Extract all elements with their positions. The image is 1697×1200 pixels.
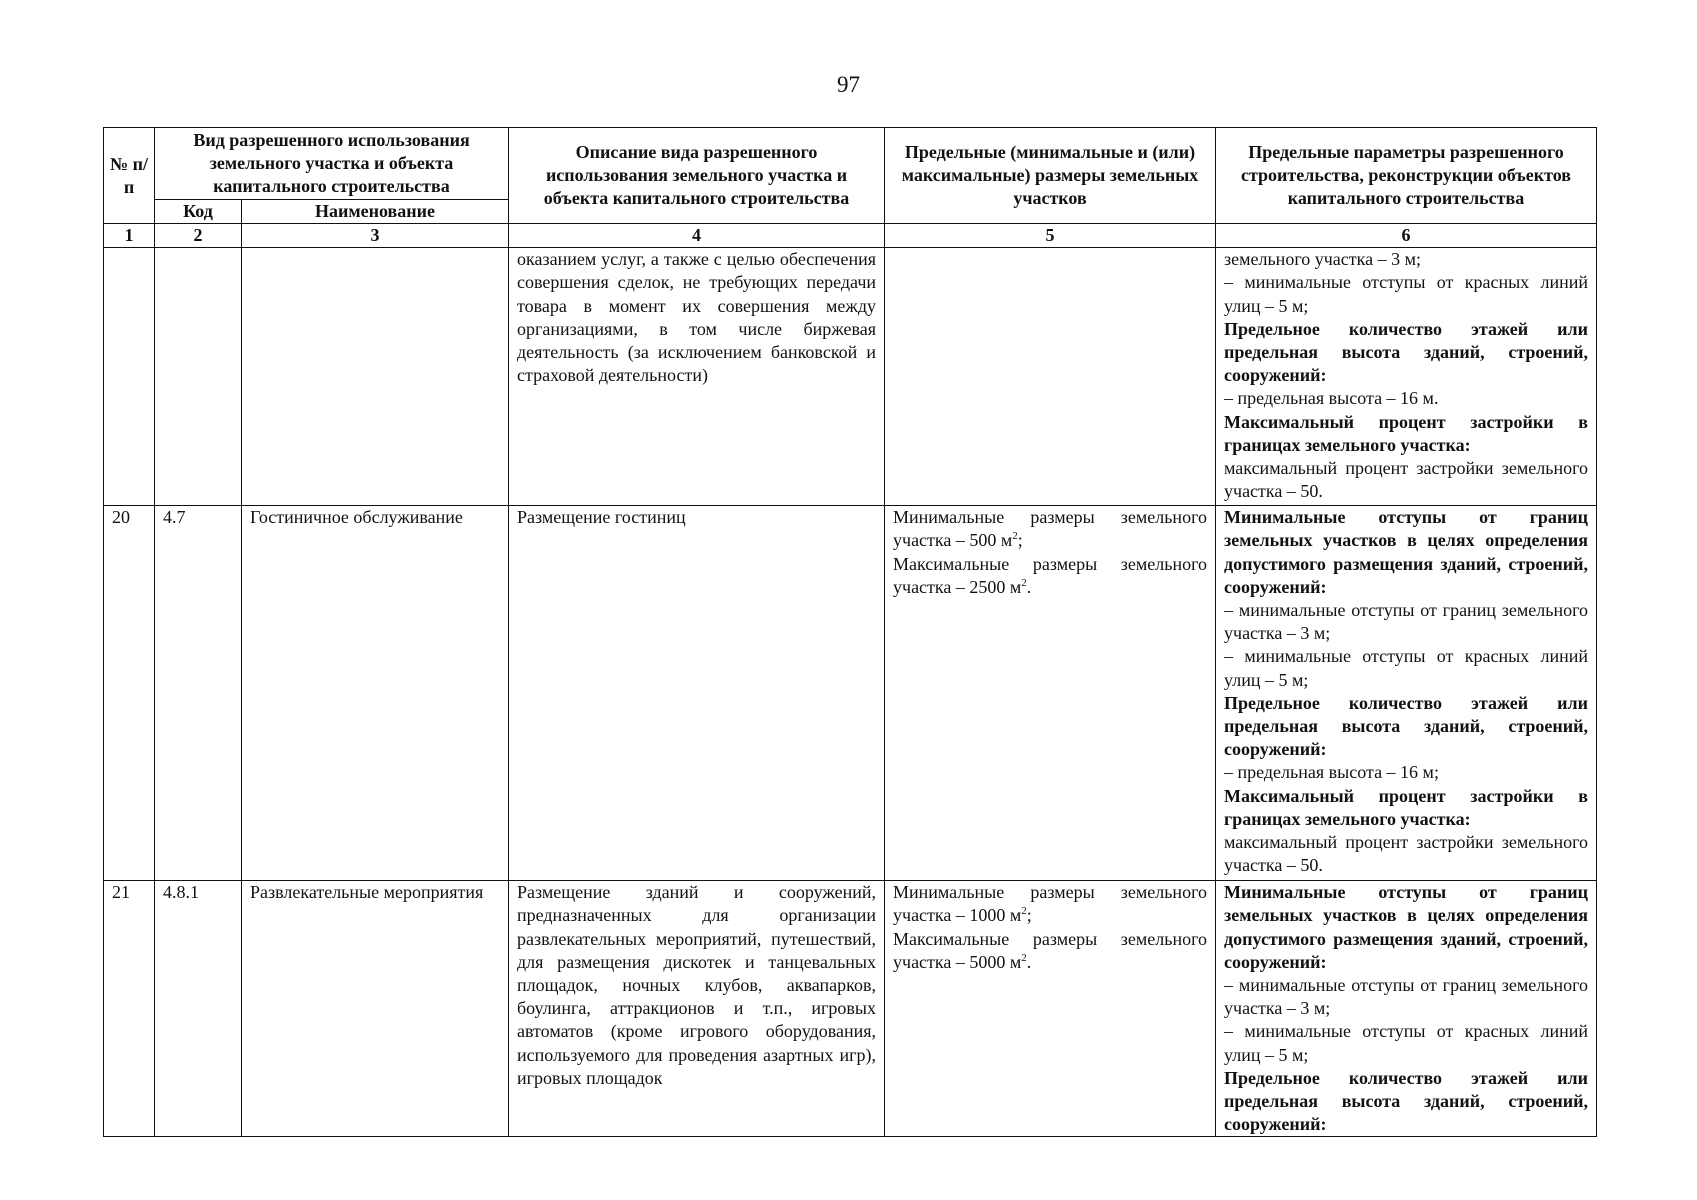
param-item: – минимальные отступы от границ земельного участка – 3 м; (1224, 975, 1589, 1019)
table-body (104, 248, 1597, 1137)
row-plot-size (885, 881, 1216, 1137)
param-heading: Минимальные отступы от границ земельных участков в целях определения допустимого размещения зданий, строений, сооружений: (1224, 507, 1589, 597)
param-item: – минимальные отступы от границ земельного участка – 3 м; (1224, 600, 1589, 644)
row-build-params (1216, 248, 1597, 506)
header-no: № п/п (104, 128, 155, 224)
row-description: оказанием услуг, а также с целью обеспечения совершения сделок, не требующих передачи товара в момент их совершения между организациями, в том числе биржевая деятельность (за исключением банковской и страховой деятельности) (509, 248, 885, 506)
plot-size-line (893, 553, 1207, 599)
param-item: максимальный процент застройки земельного участка – 50. (1224, 458, 1589, 502)
row-plot-size (885, 506, 1216, 881)
plot-size-unit-exponent: 2 (1021, 951, 1027, 964)
row-code: 4.7 (155, 506, 242, 881)
param-heading: Предельное количество этажей или предельная высота зданий, строений, сооружений: (1224, 318, 1589, 386)
header-use-type: Вид разрешенного использования земельного участка и объекта капитального строительства (155, 128, 509, 200)
column-number: 6 (1216, 224, 1597, 248)
row-code (155, 248, 242, 506)
row-name: Развлекательные мероприятия (242, 881, 509, 1137)
row-code: 4.8.1 (155, 881, 242, 1137)
row-build-params (1216, 881, 1597, 1137)
plot-size-line (893, 928, 1207, 974)
row-description: Размещение гостиниц (509, 506, 885, 881)
column-number: 2 (155, 224, 242, 248)
header-name: Наименование (242, 200, 509, 224)
param-heading: Минимальные отступы от границ земельных участков в целях определения допустимого размещения зданий, строений, сооружений: (1224, 882, 1589, 972)
plot-size-line (893, 506, 1207, 552)
land-use-table (103, 127, 1597, 1137)
plot-size-punctuation: . (1026, 951, 1032, 972)
header-plot-size: Предельные (минимальные и (или) максимальные) размеры земельных участков (885, 128, 1216, 224)
plot-size-punctuation: ; (1026, 905, 1032, 926)
table-row (104, 881, 1597, 1137)
row-number: 21 (104, 881, 155, 1137)
param-item: земельного участка – 3 м; (1224, 249, 1422, 270)
column-number: 4 (509, 224, 885, 248)
plot-size-unit-exponent: 2 (1021, 905, 1027, 918)
column-number: 5 (885, 224, 1216, 248)
param-heading: Максимальный процент застройки в границах земельного участка: (1224, 785, 1589, 829)
row-plot-size (885, 248, 1216, 506)
column-numbers-row (104, 224, 1597, 248)
header-code: Код (155, 200, 242, 224)
row-number (104, 248, 155, 506)
plot-size-unit-exponent: 2 (1021, 576, 1027, 589)
row-description: Размещение зданий и сооружений, предназначенных для организации развлекательных мероприятий, путешествий, для размещения дискотек и танцевальных площадок, ночных клубов, аквапарков, боулинга, аттракционов и т.п., игровых автоматов (кроме игрового оборудования, используемого для проведения азартных игр), игровых площадок (509, 881, 885, 1137)
plot-size-punctuation: . (1026, 576, 1032, 597)
column-number: 3 (242, 224, 509, 248)
plot-size-text: Минимальные размеры земельного участка – 1000 м (893, 882, 1208, 926)
header-description: Описание вида разрешенного использования земельного участка и объекта капитального строительства (509, 128, 885, 224)
row-build-params (1216, 506, 1597, 881)
column-number: 1 (104, 224, 155, 248)
param-item: – минимальные отступы от красных линий улиц – 5 м; (1224, 646, 1589, 690)
table-header (104, 128, 1597, 248)
param-heading: Максимальный процент застройки в границах земельного участка: (1224, 411, 1589, 455)
plot-size-unit-exponent: 2 (1012, 530, 1018, 543)
header-build-params: Предельные параметры разрешенного строительства, реконструкции объектов капитального строительства (1216, 128, 1597, 224)
plot-size-line (893, 881, 1207, 927)
page-number: 97 (837, 72, 860, 97)
plot-size-text: Максимальные размеры земельного участка – 5000 м (893, 928, 1208, 972)
plot-size-text: Минимальные размеры земельного участка – 500 м (893, 507, 1208, 551)
param-item: – предельная высота – 16 м; (1224, 762, 1439, 783)
plot-size-punctuation: ; (1017, 530, 1023, 551)
param-item: максимальный процент застройки земельного участка – 50. (1224, 832, 1589, 876)
param-heading: Предельное количество этажей или предельная высота зданий, строений, сооружений: (1224, 692, 1589, 760)
row-name: Гостиничное обслуживание (242, 506, 509, 881)
plot-size-text: Максимальные размеры земельного участка – 2500 м (893, 553, 1208, 597)
param-item: – минимальные отступы от красных линий улиц – 5 м; (1224, 272, 1589, 316)
table-row (104, 506, 1597, 881)
row-number: 20 (104, 506, 155, 881)
param-item: – предельная высота – 16 м. (1224, 388, 1439, 409)
param-heading: Предельное количество этажей или предельная высота зданий, строений, сооружений: (1224, 1067, 1589, 1135)
table-row (104, 248, 1597, 506)
row-name (242, 248, 509, 506)
param-item: – минимальные отступы от красных линий улиц – 5 м; (1224, 1021, 1589, 1065)
